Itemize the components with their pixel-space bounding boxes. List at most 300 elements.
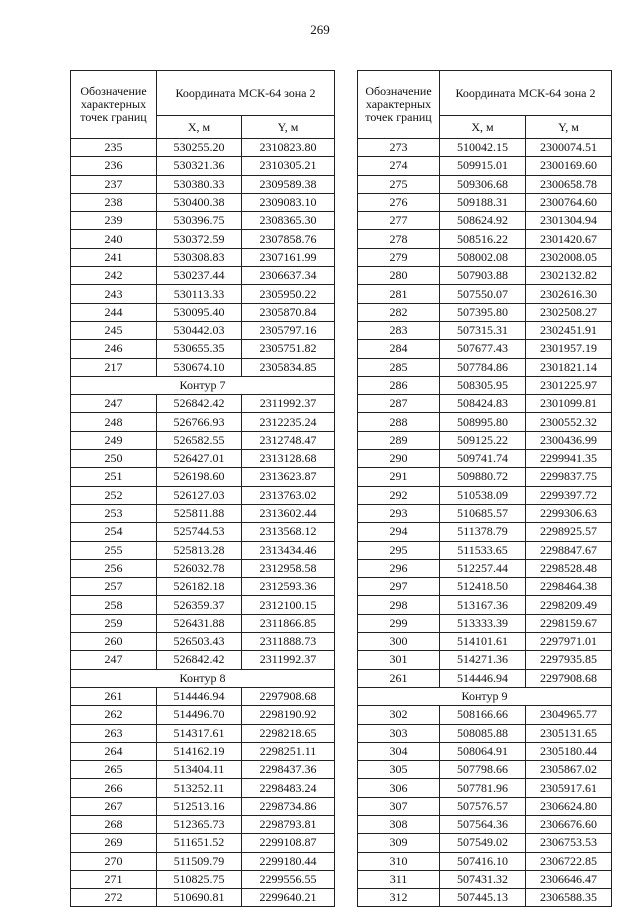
table-row bbox=[358, 870, 612, 888]
table-row bbox=[71, 486, 335, 504]
point-id: 273 bbox=[358, 139, 440, 157]
x-coordinate: 530308.83 bbox=[157, 248, 242, 266]
point-id: 253 bbox=[71, 504, 157, 522]
y-coordinate: 2302132.82 bbox=[526, 267, 612, 285]
y-coordinate: 2300764.60 bbox=[526, 193, 612, 211]
y-coordinate: 2306676.60 bbox=[526, 815, 612, 833]
table-row bbox=[71, 523, 335, 541]
point-id: 307 bbox=[358, 797, 440, 815]
x-coordinate: 530380.33 bbox=[157, 175, 242, 193]
point-id: 261 bbox=[71, 687, 157, 705]
y-coordinate: 2298925.57 bbox=[526, 523, 612, 541]
point-id: 260 bbox=[71, 633, 157, 651]
table-row bbox=[358, 669, 612, 687]
x-coordinate: 508424.83 bbox=[440, 395, 526, 413]
y-coordinate: 2306624.80 bbox=[526, 797, 612, 815]
table-row bbox=[358, 431, 612, 449]
point-id: 246 bbox=[71, 340, 157, 358]
table-row bbox=[358, 797, 612, 815]
table-row bbox=[358, 834, 612, 852]
y-coordinate: 2297908.68 bbox=[242, 687, 335, 705]
header-coordinate-system: Координата МСК-64 зона 2 bbox=[440, 71, 612, 116]
y-coordinate: 2305797.16 bbox=[242, 321, 335, 339]
y-coordinate: 2298793.81 bbox=[242, 815, 335, 833]
x-coordinate: 508516.22 bbox=[440, 230, 526, 248]
x-coordinate: 507416.10 bbox=[440, 852, 526, 870]
header-y: Y, м bbox=[526, 116, 612, 139]
y-coordinate: 2311888.73 bbox=[242, 633, 335, 651]
table-row bbox=[71, 395, 335, 413]
table-row bbox=[71, 724, 335, 742]
x-coordinate: 514446.94 bbox=[157, 687, 242, 705]
table-row bbox=[358, 761, 612, 779]
y-coordinate: 2299397.72 bbox=[526, 486, 612, 504]
y-coordinate: 2310305.21 bbox=[242, 157, 335, 175]
y-coordinate: 2299941.35 bbox=[526, 450, 612, 468]
y-coordinate: 2299837.75 bbox=[526, 468, 612, 486]
table-row bbox=[358, 889, 612, 907]
y-coordinate: 2308365.30 bbox=[242, 212, 335, 230]
table-row bbox=[71, 212, 335, 230]
x-coordinate: 507549.02 bbox=[440, 834, 526, 852]
point-id: 261 bbox=[358, 669, 440, 687]
point-id: 292 bbox=[358, 486, 440, 504]
point-id: 242 bbox=[71, 267, 157, 285]
point-id: 296 bbox=[358, 559, 440, 577]
y-coordinate: 2299306.63 bbox=[526, 504, 612, 522]
x-coordinate: 511378.79 bbox=[440, 523, 526, 541]
y-coordinate: 2309083.10 bbox=[242, 193, 335, 211]
table-row bbox=[71, 321, 335, 339]
contour-label: Контур 7 bbox=[71, 376, 335, 394]
table-row bbox=[358, 157, 612, 175]
x-coordinate: 511651.52 bbox=[157, 834, 242, 852]
x-coordinate: 509306.68 bbox=[440, 175, 526, 193]
x-coordinate: 509125.22 bbox=[440, 431, 526, 449]
table-row bbox=[71, 870, 335, 888]
point-id: 240 bbox=[71, 230, 157, 248]
point-id: 278 bbox=[358, 230, 440, 248]
table-row bbox=[71, 468, 335, 486]
y-coordinate: 2298209.49 bbox=[526, 596, 612, 614]
table-row bbox=[71, 742, 335, 760]
table-row bbox=[71, 358, 335, 376]
y-coordinate: 2306588.35 bbox=[526, 889, 612, 907]
table-row bbox=[71, 303, 335, 321]
y-coordinate: 2312593.36 bbox=[242, 578, 335, 596]
x-coordinate: 526359.37 bbox=[157, 596, 242, 614]
contour-row bbox=[71, 376, 335, 394]
y-coordinate: 2306753.53 bbox=[526, 834, 612, 852]
y-coordinate: 2300658.78 bbox=[526, 175, 612, 193]
table-row bbox=[71, 596, 335, 614]
point-id: 303 bbox=[358, 724, 440, 742]
table-row bbox=[358, 779, 612, 797]
point-id: 279 bbox=[358, 248, 440, 266]
table-row bbox=[71, 267, 335, 285]
y-coordinate: 2313602.44 bbox=[242, 504, 335, 522]
point-id: 247 bbox=[71, 395, 157, 413]
y-coordinate: 2301957.19 bbox=[526, 340, 612, 358]
point-id: 250 bbox=[71, 450, 157, 468]
point-id: 241 bbox=[71, 248, 157, 266]
y-coordinate: 2298251.11 bbox=[242, 742, 335, 760]
y-coordinate: 2305917.61 bbox=[526, 779, 612, 797]
x-coordinate: 508064.91 bbox=[440, 742, 526, 760]
y-coordinate: 2298847.67 bbox=[526, 541, 612, 559]
y-coordinate: 2311866.85 bbox=[242, 614, 335, 632]
point-id: 268 bbox=[71, 815, 157, 833]
y-coordinate: 2305870.84 bbox=[242, 303, 335, 321]
y-coordinate: 2311992.37 bbox=[242, 395, 335, 413]
x-coordinate: 514101.61 bbox=[440, 633, 526, 651]
table-row bbox=[358, 413, 612, 431]
point-id: 280 bbox=[358, 267, 440, 285]
x-coordinate: 508624.92 bbox=[440, 212, 526, 230]
point-id: 311 bbox=[358, 870, 440, 888]
table-row bbox=[71, 541, 335, 559]
x-coordinate: 510685.57 bbox=[440, 504, 526, 522]
x-coordinate: 510538.09 bbox=[440, 486, 526, 504]
x-coordinate: 525813.28 bbox=[157, 541, 242, 559]
y-coordinate: 2302008.05 bbox=[526, 248, 612, 266]
contour-label: Контур 9 bbox=[358, 687, 612, 705]
table-row bbox=[358, 376, 612, 394]
y-coordinate: 2302508.27 bbox=[526, 303, 612, 321]
y-coordinate: 2312958.58 bbox=[242, 559, 335, 577]
x-coordinate: 530321.36 bbox=[157, 157, 242, 175]
y-coordinate: 2305131.65 bbox=[526, 724, 612, 742]
x-coordinate: 513167.36 bbox=[440, 596, 526, 614]
x-coordinate: 507431.32 bbox=[440, 870, 526, 888]
table-row bbox=[358, 706, 612, 724]
table-row bbox=[358, 614, 612, 632]
y-coordinate: 2313763.02 bbox=[242, 486, 335, 504]
point-id: 294 bbox=[358, 523, 440, 541]
contour-label: Контур 8 bbox=[71, 669, 335, 687]
point-id: 264 bbox=[71, 742, 157, 760]
y-coordinate: 2313623.87 bbox=[242, 468, 335, 486]
point-id: 239 bbox=[71, 212, 157, 230]
x-coordinate: 514271.36 bbox=[440, 651, 526, 669]
table-row bbox=[358, 504, 612, 522]
table-row bbox=[71, 687, 335, 705]
table-row bbox=[358, 541, 612, 559]
table-row bbox=[358, 175, 612, 193]
table-row bbox=[358, 815, 612, 833]
y-coordinate: 2298218.65 bbox=[242, 724, 335, 742]
point-id: 262 bbox=[71, 706, 157, 724]
x-coordinate: 508002.08 bbox=[440, 248, 526, 266]
y-coordinate: 2306722.85 bbox=[526, 852, 612, 870]
x-coordinate: 514317.61 bbox=[157, 724, 242, 742]
table-row bbox=[358, 230, 612, 248]
point-id: 237 bbox=[71, 175, 157, 193]
table-row bbox=[358, 248, 612, 266]
point-id: 291 bbox=[358, 468, 440, 486]
x-coordinate: 530396.75 bbox=[157, 212, 242, 230]
table-row bbox=[71, 413, 335, 431]
table-row bbox=[71, 340, 335, 358]
table-row bbox=[71, 779, 335, 797]
y-coordinate: 2312748.47 bbox=[242, 431, 335, 449]
x-coordinate: 526431.88 bbox=[157, 614, 242, 632]
y-coordinate: 2313568.12 bbox=[242, 523, 335, 541]
point-id: 276 bbox=[358, 193, 440, 211]
x-coordinate: 526198.60 bbox=[157, 468, 242, 486]
y-coordinate: 2300074.51 bbox=[526, 139, 612, 157]
y-coordinate: 2300552.32 bbox=[526, 413, 612, 431]
point-id: 249 bbox=[71, 431, 157, 449]
point-id: 310 bbox=[358, 852, 440, 870]
y-coordinate: 2300169.60 bbox=[526, 157, 612, 175]
table-row bbox=[358, 303, 612, 321]
table-row bbox=[71, 889, 335, 907]
point-id: 286 bbox=[358, 376, 440, 394]
coordinates-table-right bbox=[357, 70, 612, 907]
table-row bbox=[358, 596, 612, 614]
contour-row bbox=[71, 669, 335, 687]
x-coordinate: 526582.55 bbox=[157, 431, 242, 449]
table-row bbox=[358, 742, 612, 760]
x-coordinate: 508995.80 bbox=[440, 413, 526, 431]
page-number: 269 bbox=[310, 22, 330, 37]
point-id: 255 bbox=[71, 541, 157, 559]
x-coordinate: 508305.95 bbox=[440, 376, 526, 394]
table-row bbox=[71, 504, 335, 522]
point-id: 309 bbox=[358, 834, 440, 852]
x-coordinate: 507576.57 bbox=[440, 797, 526, 815]
y-coordinate: 2313434.46 bbox=[242, 541, 335, 559]
table-row bbox=[358, 486, 612, 504]
point-id: 297 bbox=[358, 578, 440, 596]
table-row bbox=[71, 761, 335, 779]
x-coordinate: 530442.03 bbox=[157, 321, 242, 339]
y-coordinate: 2305180.44 bbox=[526, 742, 612, 760]
table-row bbox=[358, 340, 612, 358]
point-id: 281 bbox=[358, 285, 440, 303]
y-coordinate: 2298464.38 bbox=[526, 578, 612, 596]
x-coordinate: 509188.31 bbox=[440, 193, 526, 211]
x-coordinate: 512513.16 bbox=[157, 797, 242, 815]
point-id: 235 bbox=[71, 139, 157, 157]
y-coordinate: 2299180.44 bbox=[242, 852, 335, 870]
table-row bbox=[71, 431, 335, 449]
point-id: 258 bbox=[71, 596, 157, 614]
x-coordinate: 508085.88 bbox=[440, 724, 526, 742]
y-coordinate: 2301821.14 bbox=[526, 358, 612, 376]
point-id: 298 bbox=[358, 596, 440, 614]
x-coordinate: 507445.13 bbox=[440, 889, 526, 907]
y-coordinate: 2299640.21 bbox=[242, 889, 335, 907]
y-coordinate: 2297935.85 bbox=[526, 651, 612, 669]
table-row bbox=[358, 212, 612, 230]
point-id: 238 bbox=[71, 193, 157, 211]
point-id: 287 bbox=[358, 395, 440, 413]
y-coordinate: 2300436.99 bbox=[526, 431, 612, 449]
y-coordinate: 2298159.67 bbox=[526, 614, 612, 632]
header-point-designation: Обозначение характерных точек границ bbox=[358, 71, 440, 139]
x-coordinate: 526182.18 bbox=[157, 578, 242, 596]
header-coordinate-system: Координата МСК-64 зона 2 bbox=[157, 71, 335, 116]
table-row bbox=[358, 267, 612, 285]
x-coordinate: 510825.75 bbox=[157, 870, 242, 888]
table-row bbox=[71, 559, 335, 577]
table-body-right bbox=[358, 139, 612, 907]
y-coordinate: 2301099.81 bbox=[526, 395, 612, 413]
table-row bbox=[358, 633, 612, 651]
y-coordinate: 2302451.91 bbox=[526, 321, 612, 339]
point-id: 236 bbox=[71, 157, 157, 175]
point-id: 284 bbox=[358, 340, 440, 358]
y-coordinate: 2298483.24 bbox=[242, 779, 335, 797]
point-id: 300 bbox=[358, 633, 440, 651]
point-id: 295 bbox=[358, 541, 440, 559]
x-coordinate: 507784.86 bbox=[440, 358, 526, 376]
point-id: 283 bbox=[358, 321, 440, 339]
point-id: 266 bbox=[71, 779, 157, 797]
point-id: 275 bbox=[358, 175, 440, 193]
point-id: 243 bbox=[71, 285, 157, 303]
y-coordinate: 2299556.55 bbox=[242, 870, 335, 888]
header-point-designation: Обозначение характерных точек границ bbox=[71, 71, 157, 139]
x-coordinate: 513252.11 bbox=[157, 779, 242, 797]
x-coordinate: 513404.11 bbox=[157, 761, 242, 779]
point-id: 304 bbox=[358, 742, 440, 760]
x-coordinate: 507677.43 bbox=[440, 340, 526, 358]
table-row bbox=[358, 559, 612, 577]
point-id: 256 bbox=[71, 559, 157, 577]
point-id: 289 bbox=[358, 431, 440, 449]
x-coordinate: 508166.66 bbox=[440, 706, 526, 724]
y-coordinate: 2309589.38 bbox=[242, 175, 335, 193]
y-coordinate: 2311992.37 bbox=[242, 651, 335, 669]
x-coordinate: 507564.36 bbox=[440, 815, 526, 833]
x-coordinate: 525744.53 bbox=[157, 523, 242, 541]
point-id: 252 bbox=[71, 486, 157, 504]
x-coordinate: 507395.80 bbox=[440, 303, 526, 321]
x-coordinate: 511509.79 bbox=[157, 852, 242, 870]
point-id: 257 bbox=[71, 578, 157, 596]
y-coordinate: 2304965.77 bbox=[526, 706, 612, 724]
table-row bbox=[71, 175, 335, 193]
x-coordinate: 510690.81 bbox=[157, 889, 242, 907]
y-coordinate: 2307858.76 bbox=[242, 230, 335, 248]
point-id: 282 bbox=[358, 303, 440, 321]
table-row bbox=[71, 139, 335, 157]
x-coordinate: 507798.66 bbox=[440, 761, 526, 779]
point-id: 290 bbox=[358, 450, 440, 468]
table-row bbox=[358, 193, 612, 211]
point-id: 285 bbox=[358, 358, 440, 376]
y-coordinate: 2301304.94 bbox=[526, 212, 612, 230]
x-coordinate: 526842.42 bbox=[157, 395, 242, 413]
table-row bbox=[358, 450, 612, 468]
header-y: Y, м bbox=[242, 116, 335, 139]
x-coordinate: 507781.96 bbox=[440, 779, 526, 797]
x-coordinate: 507903.88 bbox=[440, 267, 526, 285]
x-coordinate: 530237.44 bbox=[157, 267, 242, 285]
point-id: 299 bbox=[358, 614, 440, 632]
x-coordinate: 530255.20 bbox=[157, 139, 242, 157]
table-row bbox=[71, 285, 335, 303]
y-coordinate: 2297908.68 bbox=[526, 669, 612, 687]
table-row bbox=[358, 651, 612, 669]
point-id: 272 bbox=[71, 889, 157, 907]
table-row bbox=[71, 614, 335, 632]
x-coordinate: 526503.43 bbox=[157, 633, 242, 651]
table-row bbox=[358, 523, 612, 541]
x-coordinate: 526427.01 bbox=[157, 450, 242, 468]
point-id: 263 bbox=[71, 724, 157, 742]
x-coordinate: 530674.10 bbox=[157, 358, 242, 376]
point-id: 254 bbox=[71, 523, 157, 541]
table-row bbox=[71, 852, 335, 870]
point-id: 302 bbox=[358, 706, 440, 724]
y-coordinate: 2301420.67 bbox=[526, 230, 612, 248]
table-row bbox=[71, 230, 335, 248]
table-row bbox=[71, 450, 335, 468]
y-coordinate: 2299108.87 bbox=[242, 834, 335, 852]
table-row bbox=[358, 395, 612, 413]
y-coordinate: 2305867.02 bbox=[526, 761, 612, 779]
x-coordinate: 514446.94 bbox=[440, 669, 526, 687]
x-coordinate: 514496.70 bbox=[157, 706, 242, 724]
point-id: 274 bbox=[358, 157, 440, 175]
x-coordinate: 513333.39 bbox=[440, 614, 526, 632]
y-coordinate: 2307161.99 bbox=[242, 248, 335, 266]
table-row bbox=[71, 651, 335, 669]
table-row bbox=[71, 834, 335, 852]
y-coordinate: 2312235.24 bbox=[242, 413, 335, 431]
x-coordinate: 530655.35 bbox=[157, 340, 242, 358]
point-id: 301 bbox=[358, 651, 440, 669]
x-coordinate: 509741.74 bbox=[440, 450, 526, 468]
point-id: 308 bbox=[358, 815, 440, 833]
x-coordinate: 530400.38 bbox=[157, 193, 242, 211]
table-row bbox=[358, 724, 612, 742]
table-row bbox=[358, 139, 612, 157]
x-coordinate: 525811.88 bbox=[157, 504, 242, 522]
point-id: 217 bbox=[71, 358, 157, 376]
x-coordinate: 511533.65 bbox=[440, 541, 526, 559]
x-coordinate: 530095.40 bbox=[157, 303, 242, 321]
y-coordinate: 2313128.68 bbox=[242, 450, 335, 468]
y-coordinate: 2302616.30 bbox=[526, 285, 612, 303]
point-id: 305 bbox=[358, 761, 440, 779]
table-row bbox=[71, 815, 335, 833]
point-id: 288 bbox=[358, 413, 440, 431]
x-coordinate: 526032.78 bbox=[157, 559, 242, 577]
table-row bbox=[71, 248, 335, 266]
x-coordinate: 526127.03 bbox=[157, 486, 242, 504]
y-coordinate: 2306646.47 bbox=[526, 870, 612, 888]
y-coordinate: 2305950.22 bbox=[242, 285, 335, 303]
coordinates-table-left bbox=[70, 70, 335, 907]
x-coordinate: 530372.59 bbox=[157, 230, 242, 248]
table-row bbox=[71, 706, 335, 724]
table-row bbox=[71, 157, 335, 175]
y-coordinate: 2298528.48 bbox=[526, 559, 612, 577]
header-x: X, м bbox=[440, 116, 526, 139]
y-coordinate: 2301225.97 bbox=[526, 376, 612, 394]
table-row bbox=[71, 633, 335, 651]
x-coordinate: 507550.07 bbox=[440, 285, 526, 303]
point-id: 271 bbox=[71, 870, 157, 888]
x-coordinate: 512418.50 bbox=[440, 578, 526, 596]
point-id: 269 bbox=[71, 834, 157, 852]
table-body-left bbox=[71, 139, 335, 907]
